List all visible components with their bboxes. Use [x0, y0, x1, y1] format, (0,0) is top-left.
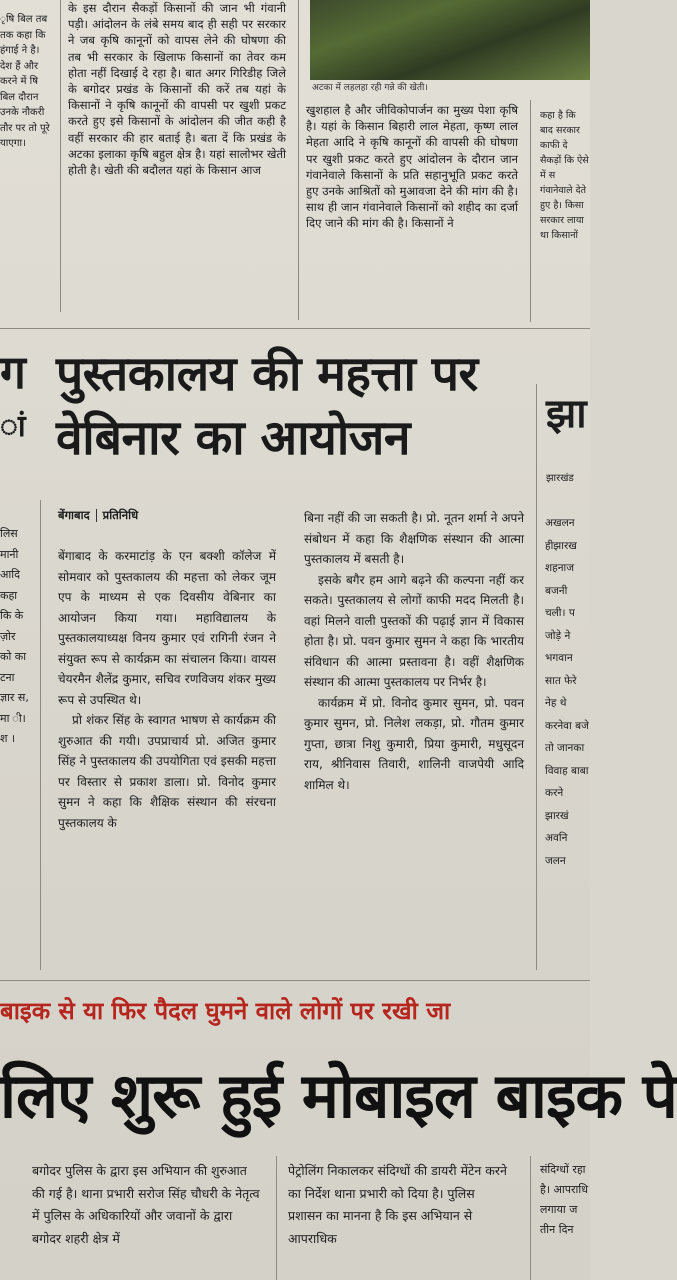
article-column-2 — [304, 508, 524, 968]
adjacent-article-text: अखलन हीझारख शहनाज बजनी चली। प जोड़े ने भगवान सात फेरे नेह थे करनेवा बजे तो जानका विवाह बाबा करने झारखं अवनि जलन — [545, 517, 589, 867]
bottom-article-headline: लिए शुरू हुई मोबाइल बाइक पे — [0, 1059, 677, 1132]
reporter-credit: प्रतिनिधि — [102, 508, 139, 522]
bottom-column-1: बगोदर पुलिस के द्वारा इस अभियान की शुरुआत की गई है। थाना प्रभारी सरोज सिंह चौधरी के नेतृत्व में पुलिस के अधिकारियों और जवानों के द्वारा बगोदर शहरी क्षेत्र में — [32, 1163, 260, 1246]
adjacent-headline-fragment: झा — [546, 391, 587, 437]
dateline: बेंगाबाद — [58, 508, 90, 522]
top-right-column-text: खुशहाल है और जीविकोपार्जन का मुख्य पेशा कृषि है। यहां के किसान बिहारी लाल मेहता, कृष्ण लाल मेहता आदि ने कृषि कानूनों की वापसी की घोषणा पर खुशी प्रकट करते हुए आंदोलन के दौरान जान गंवानेवाले किसानों के प्रति सहानुभूति प्रकट करते हुए उनके आश्रितों को मुआवजा देने की मांग की है। साथ ही जान गंवानेवाले किसानों को शहीद का दर्जा दिए जाने की मांग की है। किसानों ने — [306, 103, 518, 231]
column-divider — [530, 1156, 531, 1280]
paragraph: प्रो शंकर सिंह के स्वागत भाषण से कार्यक्रम की शुरुआत की गयी। उपप्राचार्य प्रो. अजित कुमार सिंह ने पुस्तकालय की उपयोगिता एवं इसकी महत्ता पर विस्तार से प्रकाश डाला। प्रो. विनोद कुमार सुमन ने कहा कि शैक्षिक संस्थान की संरचना पुस्तकालय के — [58, 713, 276, 830]
paragraph: कार्यक्रम में प्रो. विनोद कुमार सुमन, प्रो. पवन कुमार सुमन, प्रो. निलेश लकड़ा, प्रो. गौतम कुमार गुप्ता, छात्रा निशु कुमारी, प्रिया कुमारी, मधुसूदन राय, श्रीनिवास तिवारी, शालिनी वाजपेयी आदि शामिल थे। — [304, 695, 524, 792]
article-column-1 — [58, 546, 276, 966]
adjacent-dateline-fragment: झारखंड — [546, 473, 574, 484]
byline-separator — [96, 509, 97, 522]
top-middle-column-text: के इस दौरान सैकड़ों किसानों की जान भी गंवानी पड़ी। आंदोलन के लंबे समय बाद ही सही पर सरकार ने जब कृषि कानूनों को वापस लेने की घोषणा की तब भी सरकार के खिलाफ किसानों का तेवर कम होता नहीं दिखाई दे रहा है। बात अगर गिरिडीह जिले के बगोदर प्रखंड के किसानों की करें तब यहां के किसानों ने कृषि कानूनों की वापसी पर खुशी प्रकट करते हुए इसे किसानों के आंदोलन की जीत कही है वहीं सरकार की हार बताई है। बता दें कि प्रखंड के अटका इलाका कृषि बहुल क्षेत्र है। यहां सालोभर खेती होती है। खेती की बदौलत यहां के किसान आज — [68, 1, 286, 178]
adjacent-headline-fragment: ग — [0, 345, 26, 399]
paragraph: बेंगाबाद के करमाटांड़ के एन बक्शी कॉलेज में सोमवार को पुस्तकालय की महत्ता को लेकर जूम एप के माध्यम से एक दिवसीय वेबिनार का आयोजन किया गया। महाविद्यालय के पुस्तकालयाध्यक्ष विनय कुमार एवं रागिनी रंजन ने संयुक्त रूप से कार्यक्रम का संचालन किया। वायस चेयरमैन शैलेंद्र कुमार, सचिव रणविजय शंकर मुख्य रूप से उपस्थित थे। — [58, 549, 276, 707]
column-divider — [530, 100, 531, 322]
column-divider — [40, 500, 41, 970]
bottom-article-kicker: बाइक से या फिर पैदल घुमने वाले लोगों पर रखी जा — [0, 997, 451, 1025]
column-divider — [298, 0, 299, 320]
section-divider — [0, 328, 590, 329]
adjacent-headline-fragment: ां — [0, 409, 26, 444]
adjacent-article-text: लिस मानी आदि कहा कि के ज़ोर को का टना ज्ञार स, मा ी। श । — [0, 527, 29, 745]
bottom-column-2: पेट्रोलिंग निकालकर संदिग्धों की डायरी मेंटेन करने का निर्देश थाना प्रभारी को दिया है। पुलिस प्रशासन का मानना है कि इस अभियान से आपराधिक — [288, 1163, 507, 1246]
photo-caption: अटका में लहलहा रही गन्ने की खेती। — [312, 83, 428, 93]
top-left-column-text: ृषि बिल तब तक कहा कि हंगाई ने है। देश हैं और करने में षि बिल दौरान उनके नौकरी तौर पर तो पूरे याएगा। — [0, 14, 50, 149]
paragraph: इसके बगैर हम आगे बढ़ने की कल्पना नहीं कर सकते। पुस्तकालय से लोगों काफी मदद मिलती है। वहां मिलने वाली पुस्तकों की पढ़ाई ज्ञान में विकास होता है। प्रो. पवन कुमार सुमन ने कहा कि भारतीय संविधान की आत्मा प्रस्तावना है। वहीं शैक्षणिक संस्थान की आत्मा पुस्तकालय पर निर्भर है। — [304, 572, 524, 689]
column-divider — [276, 1156, 277, 1280]
sugarcane-field-photo — [310, 0, 590, 80]
bottom-column-3: संदिग्धों रहा है। आपराधि लगाया ज तीन दिन — [540, 1163, 588, 1236]
article-byline — [58, 508, 138, 523]
far-right-column-text: कहा है कि बाद सरकार काफी दे सैकड़ों कि ऐसे में स गंवानेवाले देते हुए है। किसा सरकार लाया था किसानों — [540, 110, 589, 241]
column-divider — [536, 384, 537, 970]
section-divider — [0, 980, 590, 981]
paragraph: बिना नहीं की जा सकती है। प्रो. नूतन शर्मा ने अपने संबोधन में कहा कि शैक्षणिक संस्थान की आत्मा पुस्तकालय में बसती है। — [304, 511, 524, 566]
column-divider — [60, 0, 61, 312]
article-headline: पुस्तकालय की महत्ता पर वेबिनार का आयोजन — [56, 346, 478, 466]
